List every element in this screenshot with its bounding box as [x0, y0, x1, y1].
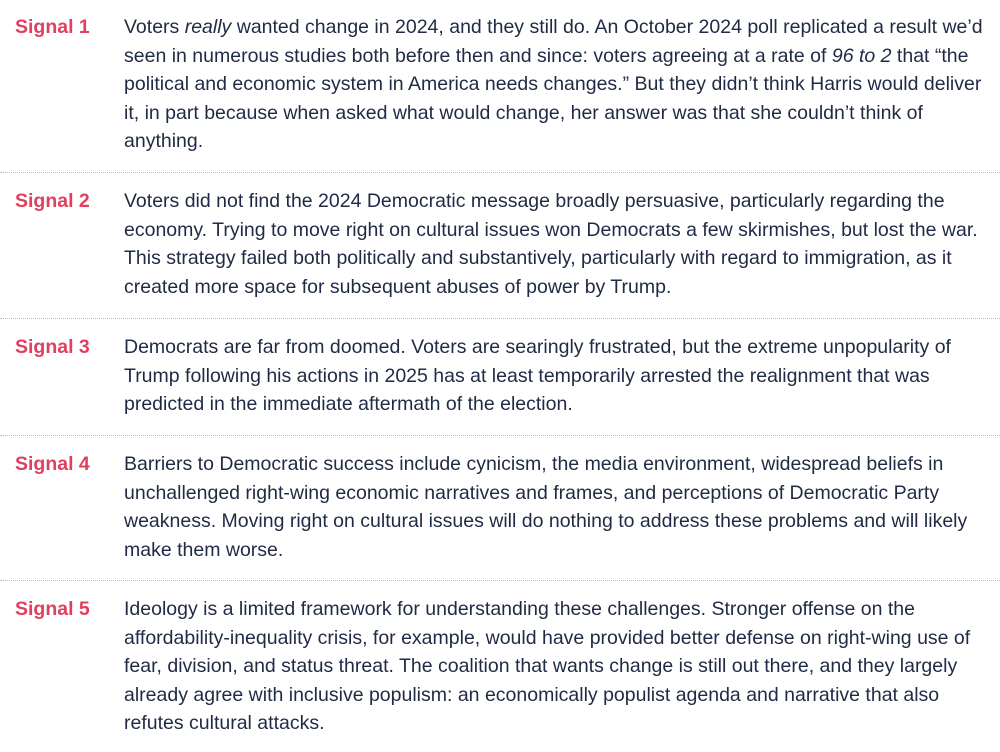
signal-text-part: wanted change in 2024, and they still do. An October 2024 poll replicated a result we’d seen in numerous studies both before then and since: voters agreeing at a rate of [124, 16, 983, 67]
signal-text-part: that “the political and economic system in America needs changes.” But they didn’t think Harris would deliver it, in part because when asked what would change, her answer was that she couldn’t think of anything. [124, 44, 982, 152]
signal-label: Signal 1 [15, 16, 90, 38]
signal-label: Signal 4 [15, 453, 90, 475]
signal-text [124, 450, 986, 564]
signal-row [0, 187, 1000, 301]
signal-text [124, 13, 986, 156]
row-divider [0, 580, 1000, 581]
signal-label: Signal 3 [15, 336, 90, 358]
signal-row [0, 333, 1000, 419]
signal-text-part: Democrats are far from doomed. Voters are searingly frustrated, but the extreme unpopularity of Trump following his actions in 2025 has at least temporarily arrested the realignment that was predicted in the immediate aftermath of the election. [124, 336, 951, 415]
signal-text-part: Ideology is a limited framework for understanding these challenges. Stronger offense on the affordability-inequality crisis, for example, would have provided better defense on right-wing use of fear, division, and status threat. The coalition that wants change is still out there, and they largely already agree with inclusive populism: an economically populist agenda and narrative that also refutes cultural attacks. [124, 598, 971, 734]
signal-text-emphasis: 96 to 2 [831, 44, 892, 67]
row-divider [0, 435, 1000, 436]
signal-row [0, 13, 1000, 156]
signal-row [0, 450, 1000, 564]
signal-label: Signal 5 [15, 598, 90, 620]
signal-row [0, 595, 1000, 738]
signal-label: Signal 2 [15, 190, 90, 212]
signal-text [124, 595, 986, 738]
signal-text [124, 333, 986, 419]
row-divider [0, 318, 1000, 319]
signal-text-part: Barriers to Democratic success include cynicism, the media environment, widespread beliefs in unchallenged right-wing economic narratives and frames, and perceptions of Democratic Party weakness. Moving right on cultural issues will do nothing to address these problems and will likely make them worse. [124, 453, 968, 561]
row-divider [0, 172, 1000, 173]
signal-text-part: Voters did not find the 2024 Democratic message broadly persuasive, particularly regarding the economy. Trying to move right on cultural issues won Democrats a few skirmishes, but lost the war. This strategy failed both politically and substantively, particularly with regard to immigration, as it created more space for subsequent abuses of power by Trump. [124, 190, 978, 298]
signal-text-emphasis: really [184, 16, 232, 38]
signal-text [124, 187, 986, 301]
signal-text-part: Voters [124, 16, 185, 38]
